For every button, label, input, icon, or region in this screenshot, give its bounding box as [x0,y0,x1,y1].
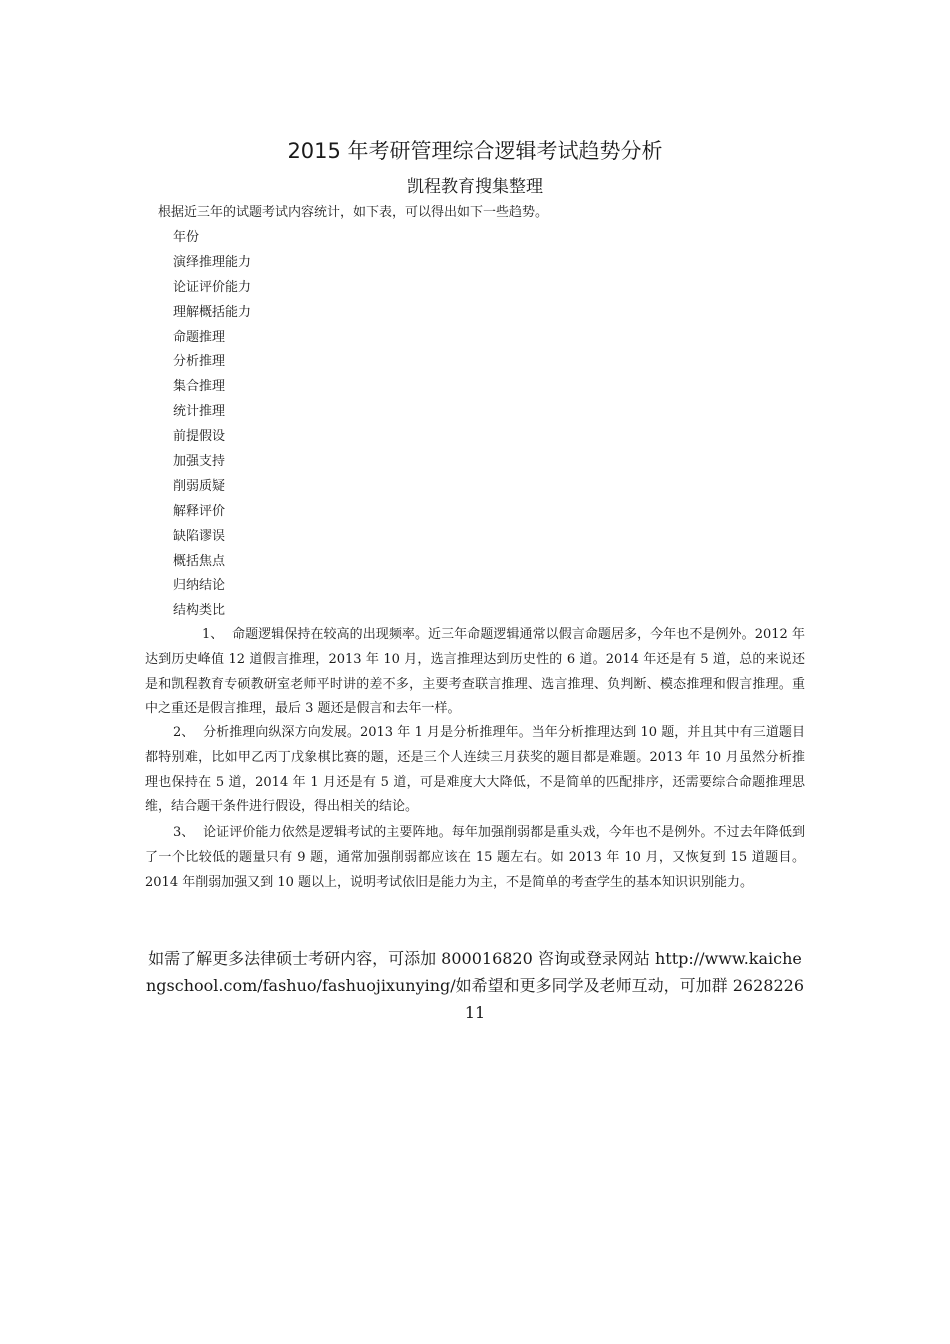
table-row: 削弱质疑 [173,478,226,494]
table-row: 演绎推理能力 [173,254,252,270]
trend-paragraph-3 [145,821,805,895]
table-row: 论证评价能力 [173,279,252,295]
table-row: 概括焦点 [173,553,226,569]
table-row: 结构类比 [173,603,226,619]
table-row-labels [173,226,373,624]
intro-paragraph: 根据近三年的试题考试内容统计，如下表，可以得出如下一些趋势。 [158,205,549,220]
paragraph-text: 论证评价能力依然是逻辑考试的主要阵地。每年加强削弱都是重头戏，今年也不是例外。不过去年降低到了一个比较低的题量只有 9 题，通常加强削弱都应该在 15 题左右。如 2013 年 10 月，又恢复到 15 道题目。2014 年削弱加强又到 10 题以上，说明考试依旧是能力为主，不是简单的考查学生的基本知识识别能力。 [145,825,805,890]
paragraph-number: 3、 [173,825,195,840]
trend-paragraph-2 [145,721,805,820]
page-subtitle: 凯程教育搜集整理 [407,177,543,197]
table-row: 缺陷谬误 [173,528,226,544]
paragraph-number: 2、 [173,725,195,740]
paragraph-text: 分析推理向纵深方向发展。2013 年 1 月是分析推理年。当年分析推理达到 10 题，并且其中有三道题目都特别难，比如甲乙丙丁戊象棋比赛的题，还是三个人连续三月获奖的题目都是难题。2013 年 10 月虽然分析推理也保持在 5 道，2014 年 1 月还是有 5 道，可是难度大大降低，不是简单的匹配排序，还需要综合命题推理思维，结合题干条件进行假设，得出相关的结论。 [145,725,805,815]
table-row: 统计推理 [173,404,226,420]
trend-paragraph-1 [145,623,805,722]
table-row: 归纳结论 [173,578,226,594]
table-row: 年份 [173,230,200,245]
table-row: 分析推理 [173,354,226,370]
table-row: 前提假设 [173,429,226,445]
paragraph-text: 命题逻辑保持在较高的出现频率。近三年命题逻辑通常以假言命题居多，今年也不是例外。2012 年达到历史峰值 12 道假言推理，2013 年 10 月，选言推理达到历史性的 6 道。2014 年还是有 5 道，总的来说还是和凯程教育专硕教研室老师平时讲的差不多，主要考查联言推理、选言推理、负判断、模态推理和假言推理。重中之重还是假言推理，最后 3 题还是假言和去年一样。 [145,627,805,717]
table-row: 集合推理 [173,379,226,395]
table-row: 解释评价 [173,503,226,519]
table-row: 加强支持 [173,454,226,470]
table-row: 理解概括能力 [173,304,252,320]
table-row: 命题推理 [173,329,226,345]
page-title: 2015 年考研管理综合逻辑考试趋势分析 [287,139,663,163]
contact-footer: 如需了解更多法律硕士考研内容，可添加 800016820 咨询或登录网站 http://www.kaichengschool.com/fashuo/fashuojixunying/如希望和更多同学及老师互动，可加群 262822611 [145,949,805,1022]
paragraph-number: 1、 [202,627,224,642]
